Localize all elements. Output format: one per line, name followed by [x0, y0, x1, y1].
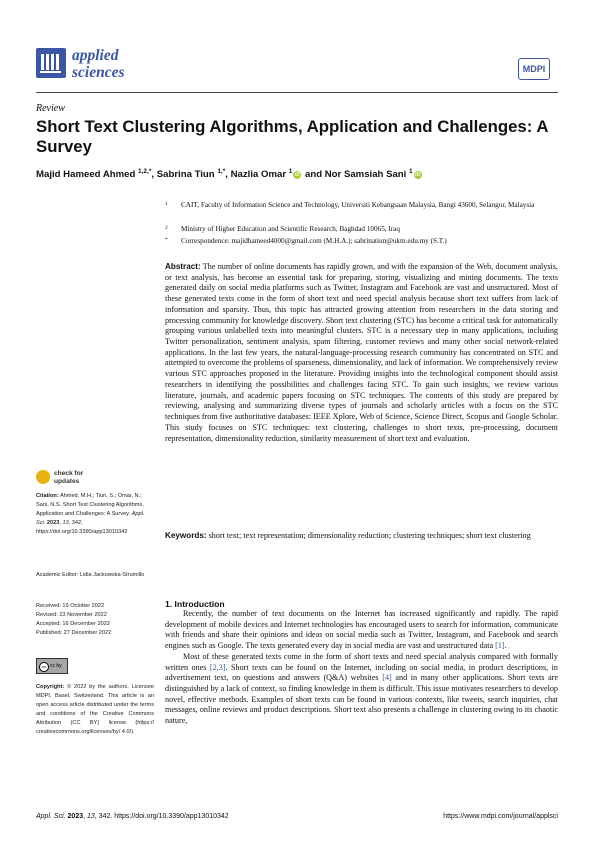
- journal-name-line1: applied: [72, 47, 119, 64]
- citation-link[interactable]: [1]: [495, 641, 505, 651]
- article-title: Short Text Clustering Algorithms, Application and Challenges: A Survey: [36, 117, 548, 156]
- citation-block: Citation: Ahmed, M.H.; Tiun, S.; Omar, N.; Sani, N.S. Short Text Clustering Algorithms, Application and Challenges: A Survey. Appl. Sci. 2023, 13, 342. https://doi.org/10.3390/app13010342: [36, 493, 145, 535]
- citation-year: 2023: [46, 520, 60, 526]
- date-received: Received: 19 October 2022: [36, 603, 105, 609]
- author-name: Nazlia Omar: [230, 169, 289, 181]
- footer-citation: Appl. Sci. 2023, 13, 342. https://doi.org/10.3390/app13010342: [36, 813, 229, 820]
- copyright-text: © 2022 by the authors. Licensee MDPI, Basel, Switzerland. This article is an open access article distributed under the terms and conditions of the Creative Commons Attribution (CC BY) license (https:// creativecommons.org/licenses/by/ 4.0/).: [36, 684, 154, 735]
- header-rule: [36, 92, 558, 93]
- affiliation-text: Ministry of Higher Education and Scientific Research, Baghdad 10065, Iraq: [181, 225, 400, 233]
- academic-editor: Academic Editor: Lidia Jackowska-Strumillo: [36, 572, 145, 578]
- article-type: Review: [36, 103, 65, 114]
- abstract: [165, 262, 558, 444]
- check-updates-icon: [36, 470, 50, 484]
- affiliation-number: 1: [165, 201, 168, 207]
- author-name: Nor Samsiah Sani: [324, 169, 409, 181]
- citation-link[interactable]: [4]: [382, 673, 392, 683]
- citation-volume: 13: [62, 520, 69, 526]
- correspondence-text: Correspondence: majidhameed4000@gmail.com (M.H.A.); sabrinatiun@ukm.edu.my (S.T.): [181, 237, 447, 245]
- keywords-text: short text; text representation; dimensionality reduction; clustering techniques; short text clustering: [208, 531, 531, 540]
- date-accepted: Accepted: 16 December 2022: [36, 621, 111, 627]
- citation-journal: Appl. Sci.: [36, 511, 145, 526]
- journal-name: [72, 47, 125, 81]
- journal-name-line2: sciences: [72, 64, 125, 81]
- article-dates: [36, 602, 154, 638]
- orcid-icon[interactable]: iD: [294, 172, 300, 179]
- keywords-label: Keywords:: [165, 531, 207, 540]
- citation-text: Ahmed, M.H.; Tiun, S.; Omar, N.; Sani, N.S. Short Text Clustering Algorithms, Application and Challenges: A Survey.: [36, 493, 144, 517]
- author-list: Majid Hameed Ahmed $^{1,2,*}$, Sabrina Tiun $^{1,*}$, Nazlia Omar $^1$iD and Nor Samsiah Sani $^1$iD: [36, 168, 421, 181]
- keywords: [165, 531, 558, 542]
- orcid-icon[interactable]: iD: [415, 172, 421, 179]
- abstract-text: The number of online documents has rapidly grown, and with the expansion of the Web, document analysis, or text analysis, has become an essential task for preparing, storing, visualizing and mining documents. The texts generated daily on social media platforms such as Twitter, Instagram and Facebook are vast and unstructured. Most of these generated texts come in the form of short text and need special analysis because short text suffers from lack of information and sparsity. Thus, this topic has attracted growing attention from researchers in the data storing and processing community for knowledge discovery. Short text clustering (STC) has become a critical task for automatically grouping various unlabelled texts into meaningful clusters. STC is a necessary step in many applications, including Twitter personalization, sentiment analysis, spam filtering, customer reviews and many other social network-related applications. In the last few years, the natural-language-processing research community has concentrated on STC and attempted to overcome the problems of sparseness, dimensionality, and lack of information. We comprehensively review various STC approaches proposed in the literature. Providing insights into the technological component should assist researchers in identifying the possibilities and challenges facing STC. To gain such insights, we review various literature, journals, and academic papers focusing on STC techniques. The contents of this study are prepared by reviewing, analysing and summarizing diverse types of journals and scholarly articles with a focus on the STC techniques from five authoritative databases: IEEE Xplore, Web of Science, Science Direct, Scopus and Google Scholar. This study focuses on STC techniques: text clustering, challenges to short texts, pre-processing, document representation, dimensionality reduction, similarity measurement of short text and evaluation.: [165, 262, 558, 443]
- cc-label: cc by: [50, 663, 62, 669]
- footer-journal-url[interactable]: https://www.mdpi.com/journal/applsci: [443, 813, 558, 820]
- date-revised: Revised: 23 November 2022: [36, 612, 107, 618]
- author-affiliation-marker: 1,2,*: [138, 168, 152, 175]
- copyright-label: Copyright:: [36, 684, 65, 690]
- date-published: Published: 27 December 2022: [36, 630, 112, 636]
- intro-paragraph-2: Most of these generated texts come in the form of short texts and need special analysis compared with formally written ones [2,3]. Short texts can be found on the Internet, including on social media, in product descriptions, in advertisement text, on questions and answers (Q&A) websites [4] and in many other applications. Short texts are distinguished by a lack of context, so finding knowledge in them is difficult. This issue motivates researchers to develop novel, effective methods. Examples of short texts can be found in various contexts, like tweets, search inquiries, chat messages, online reviews and product descriptions. Short text also presents a challenge in clustering owing to its chaotic nature,: [165, 651, 558, 726]
- affiliation-text: CAIT, Faculty of Information Science and Technology, Universiti Kebangsaan Malaysia, Bangi 43600, Selangor, Malaysia: [181, 201, 535, 209]
- affiliation-number: 2: [165, 225, 168, 231]
- check-updates-line2: updates: [54, 477, 80, 485]
- author-affiliation-marker: 1: [288, 168, 293, 175]
- journal-logo-icon: [36, 48, 66, 78]
- section-heading: 1. Introduction: [165, 599, 225, 609]
- citation-label: Citation:: [36, 493, 59, 499]
- check-updates-line1: check for: [54, 470, 84, 477]
- cc-by-license-icon[interactable]: cc cc by: [36, 658, 68, 674]
- author-affiliation-marker: 1: [409, 168, 413, 175]
- abstract-label: Abstract:: [165, 262, 201, 271]
- copyright-block: [36, 683, 154, 737]
- citation-doi-link[interactable]: , 342. https://doi.org/10.3390/app13010342: [36, 520, 128, 535]
- author-name: Majid Hameed Ahmed: [36, 169, 138, 181]
- author-name: Sabrina Tiun: [156, 169, 218, 181]
- affiliation-number: *: [165, 237, 168, 243]
- introduction-body: [165, 609, 558, 727]
- citation-link[interactable]: [2,3]: [209, 662, 226, 672]
- mdpi-logo: MDPI: [518, 58, 550, 80]
- check-for-updates-button[interactable]: [36, 468, 126, 490]
- author-affiliation-marker: 1,*: [217, 168, 226, 175]
- intro-paragraph-1: Recently, the number of text documents on the Internet has increased significantly and rapidly. The rapid development of mobile devices and Internet technologies has encouraged users to search for information, communicate with friends and share their opinions and ideas on social media such as Twitter, Instagram, and Facebook and search engines such as Google. The texts generated every day in social media are vast and unstructured data [1].: [165, 609, 558, 651]
